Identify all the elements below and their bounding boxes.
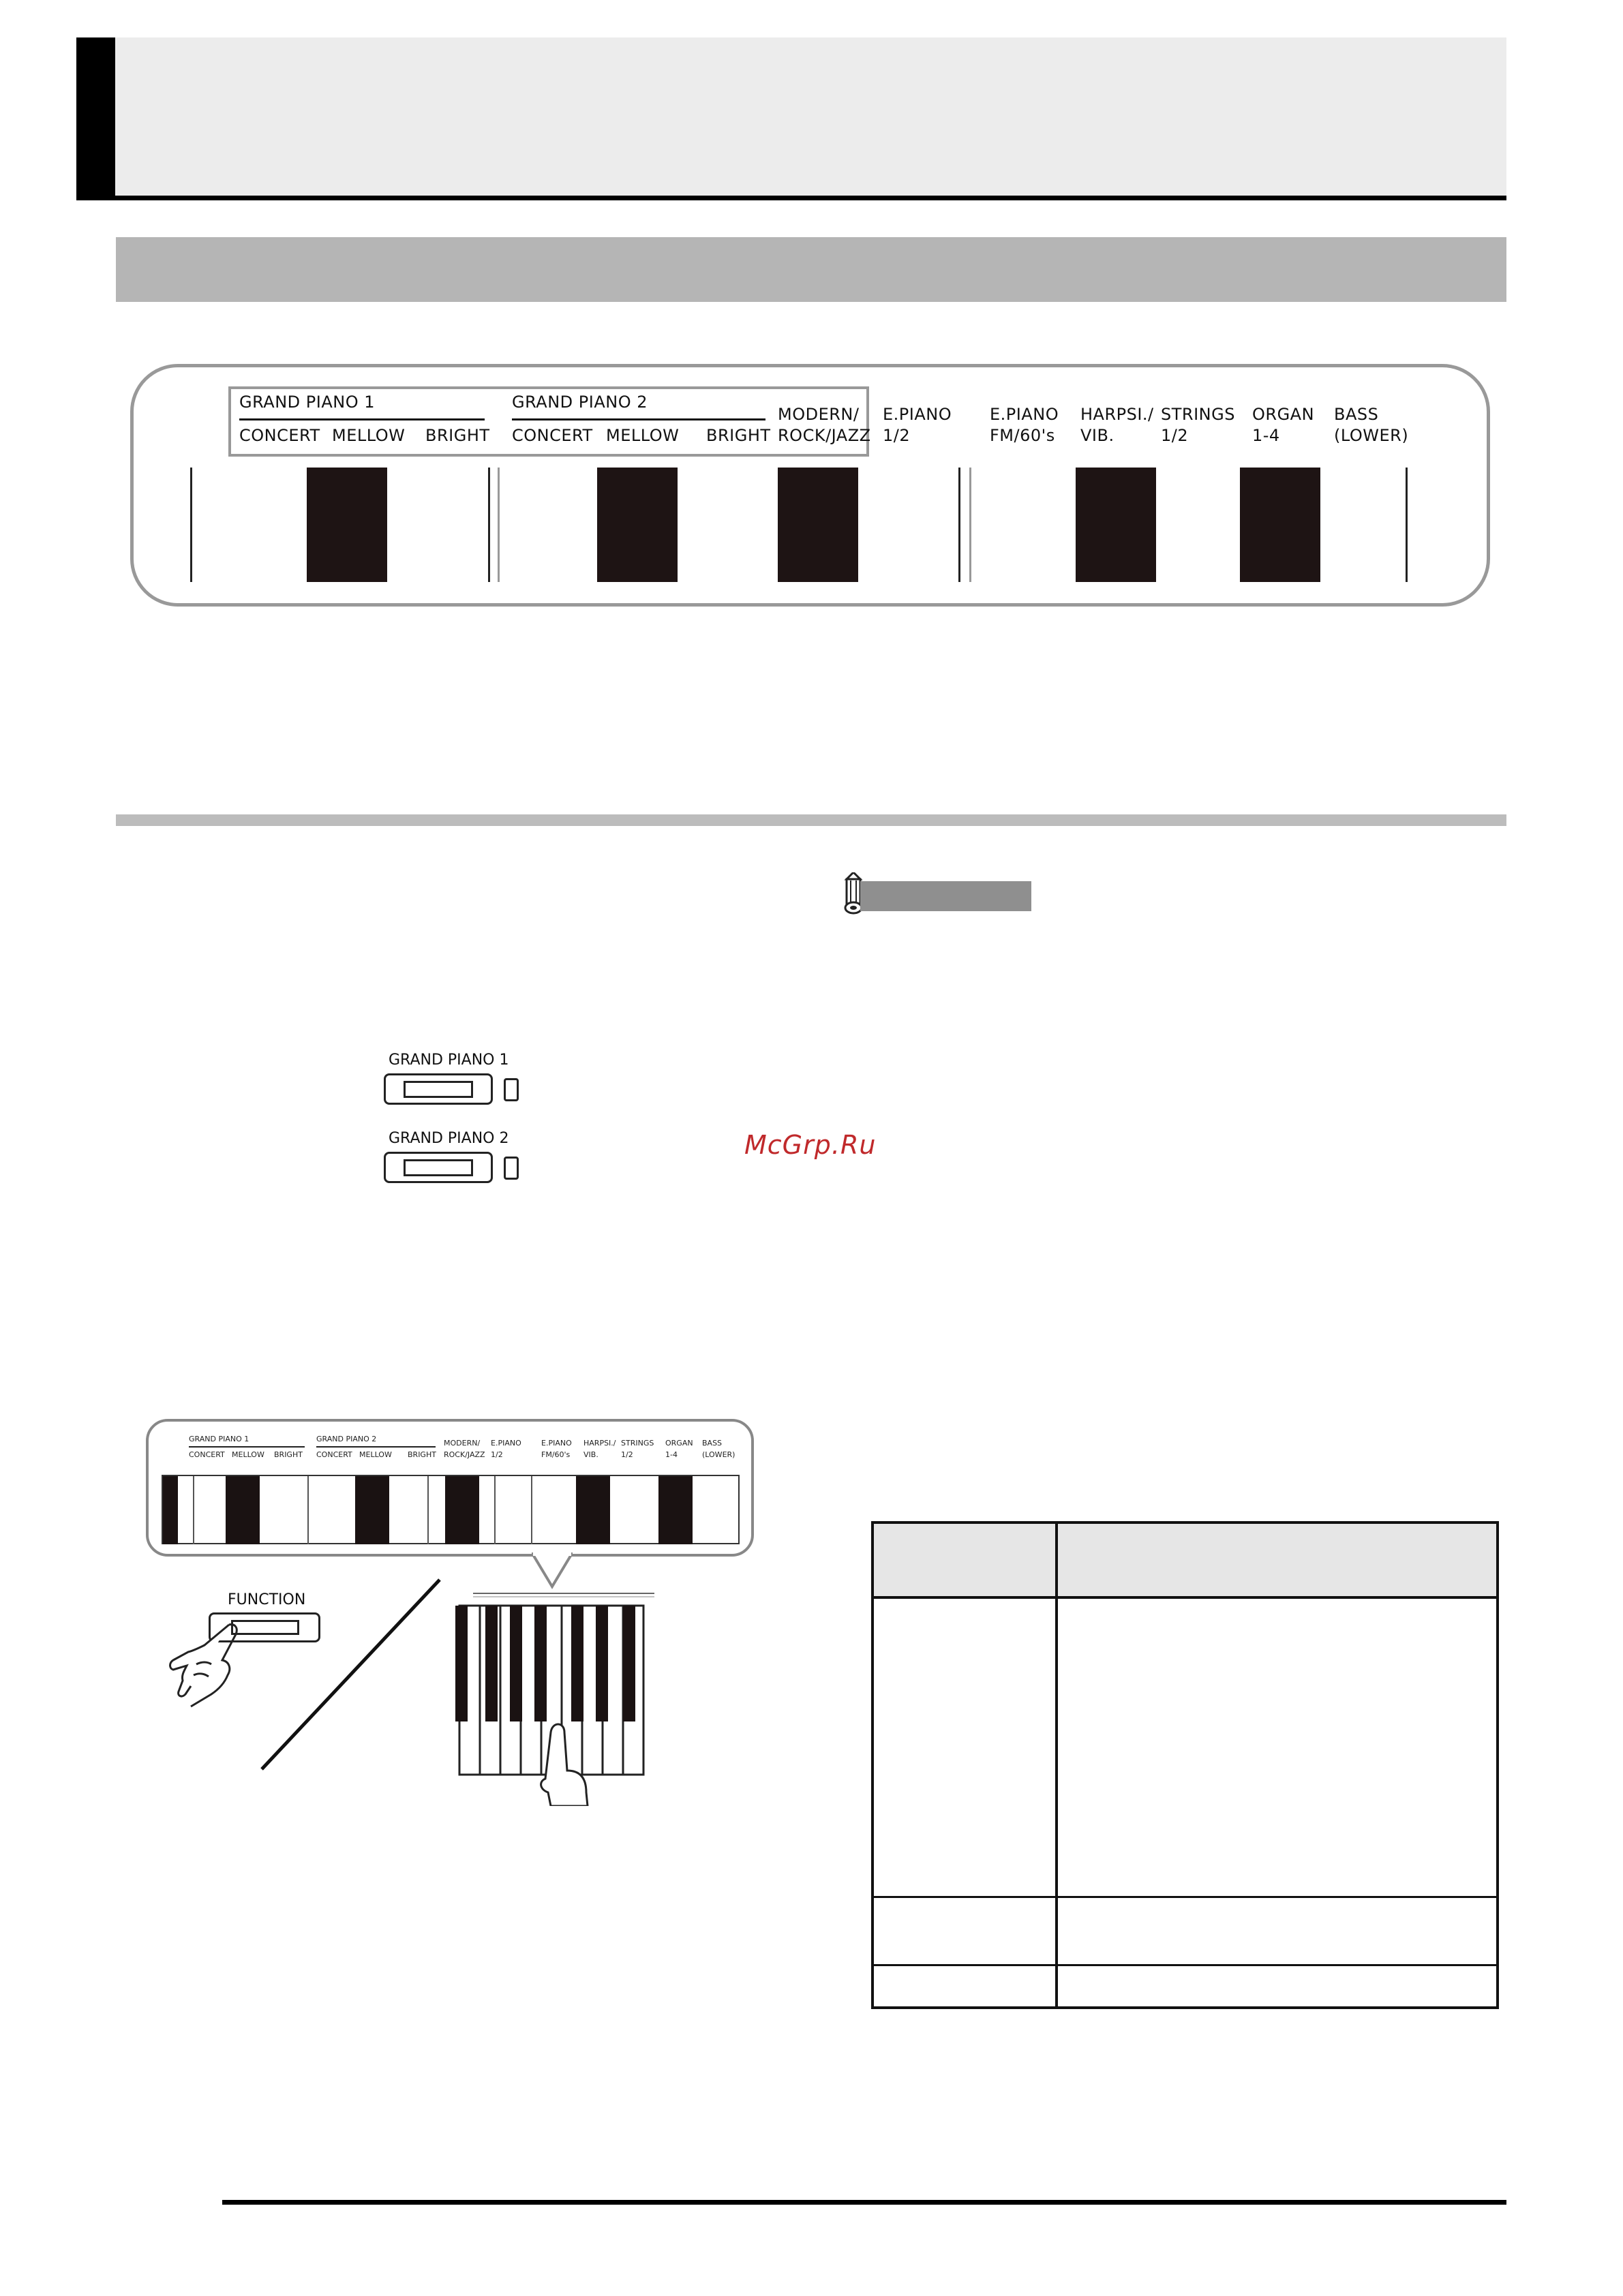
group-underline — [189, 1446, 305, 1448]
group-underline — [512, 418, 765, 420]
black-key — [1240, 468, 1320, 582]
tone-label: BRIGHT — [425, 426, 490, 445]
tone-label: 1/2 — [883, 426, 911, 445]
white-key-divider — [958, 468, 960, 582]
tone-label: 1-4 — [665, 1450, 678, 1459]
tone-label: (LOWER) — [1334, 426, 1409, 445]
tone-label: E.PIANO — [541, 1439, 572, 1448]
black-key — [597, 468, 678, 582]
tone-label: VIB. — [1080, 426, 1114, 445]
group-title-grand-piano-1: GRAND PIANO 1 — [239, 393, 375, 412]
note-label-bar — [860, 881, 1031, 911]
tone-label: MELLOW — [332, 426, 406, 445]
button-face — [404, 1159, 473, 1176]
group-underline — [316, 1446, 436, 1448]
table-row-divider — [874, 1596, 1496, 1599]
white-key-divider — [427, 1476, 429, 1544]
white-key-divider — [488, 468, 490, 582]
white-key-divider — [307, 1476, 309, 1544]
white-key-divider — [494, 1476, 496, 1544]
group-underline — [239, 418, 485, 420]
hand-pointer-icon — [164, 1621, 252, 1709]
grand-piano-1-indicator-lamp — [504, 1078, 519, 1101]
grand-piano-1-label: GRAND PIANO 1 — [389, 1052, 509, 1069]
page-header — [76, 37, 1506, 200]
black-key — [355, 1476, 389, 1544]
button-face — [404, 1081, 473, 1098]
connector-line — [259, 1578, 443, 1772]
tone-label: CONCERT — [512, 426, 593, 445]
black-key — [163, 1476, 178, 1544]
watermark: McGrp.Ru — [744, 1130, 877, 1160]
tone-label: HARPSI./ — [583, 1439, 616, 1448]
callout-pointer — [532, 1552, 573, 1589]
tone-label: MODERN/ — [778, 405, 860, 424]
section-title-band — [116, 237, 1506, 302]
function-label: FUNCTION — [228, 1591, 306, 1608]
white-key-divider — [969, 468, 971, 582]
grand-piano-2-button[interactable] — [384, 1152, 493, 1183]
table-column-divider — [1055, 1524, 1058, 2006]
table-row-divider — [874, 1896, 1496, 1898]
tone-label: BASS — [702, 1439, 723, 1448]
tone-label: 1/2 — [1161, 426, 1189, 445]
tone-label: E.PIANO — [491, 1439, 521, 1448]
tone-label: 1/2 — [621, 1450, 633, 1459]
tone-label: (LOWER) — [702, 1450, 735, 1459]
white-key-divider — [193, 1476, 194, 1544]
black-key — [307, 468, 387, 582]
tone-label: 1-4 — [1252, 426, 1280, 445]
keyboard-illustration — [190, 468, 1408, 582]
black-key — [445, 1476, 479, 1544]
tone-label: MELLOW — [232, 1450, 264, 1459]
black-key — [778, 468, 858, 582]
tone-label: BRIGHT — [706, 426, 771, 445]
grand-piano-2-label: GRAND PIANO 2 — [389, 1130, 509, 1147]
tone-label: FM/60's — [541, 1450, 571, 1459]
tone-label: BRIGHT — [274, 1450, 303, 1459]
tone-label: FM/60's — [990, 426, 1055, 445]
footer-rule — [222, 2200, 1506, 2205]
tone-label: E.PIANO — [990, 405, 1059, 424]
tone-label: STRINGS — [621, 1439, 654, 1448]
group-title-grand-piano-2: GRAND PIANO 2 — [316, 1435, 377, 1443]
keyboard-illustration-small — [162, 1475, 740, 1544]
settings-table — [871, 1521, 1499, 2009]
group-title-grand-piano-1: GRAND PIANO 1 — [189, 1435, 249, 1443]
tone-label: MODERN/ — [444, 1439, 481, 1448]
tone-label: VIB. — [583, 1450, 598, 1459]
tone-label: MELLOW — [359, 1450, 392, 1459]
black-key — [658, 1476, 693, 1544]
tone-label: CONCERT — [316, 1450, 352, 1459]
header-accent-bar — [76, 37, 115, 200]
tone-label: HARPSI./ — [1080, 405, 1154, 424]
tone-label: CONCERT — [189, 1450, 225, 1459]
table-header-row — [874, 1524, 1496, 1596]
tone-label: ROCK/JAZZ — [444, 1450, 485, 1459]
black-key — [576, 1476, 610, 1544]
tone-label: BASS — [1334, 405, 1379, 424]
tone-label: CONCERT — [239, 426, 320, 445]
tone-label: STRINGS — [1161, 405, 1235, 424]
white-key-divider — [531, 1476, 532, 1544]
black-key — [1076, 468, 1156, 582]
tone-label: ORGAN — [1252, 405, 1315, 424]
black-key — [226, 1476, 260, 1544]
tone-label: ORGAN — [665, 1439, 693, 1448]
tone-label: MELLOW — [606, 426, 680, 445]
tone-label: BRIGHT — [408, 1450, 436, 1459]
keyboard-press-illustration — [450, 1588, 668, 1806]
tone-label: E.PIANO — [883, 405, 952, 424]
table-row-divider — [874, 1964, 1496, 1966]
tone-label: 1/2 — [491, 1450, 503, 1459]
grand-piano-2-indicator-lamp — [504, 1157, 519, 1180]
group-title-grand-piano-2: GRAND PIANO 2 — [512, 393, 648, 412]
white-key-divider — [498, 468, 500, 582]
tone-label: ROCK/JAZZ — [778, 426, 871, 445]
grand-piano-1-button[interactable] — [384, 1073, 493, 1105]
section-divider — [116, 814, 1506, 826]
